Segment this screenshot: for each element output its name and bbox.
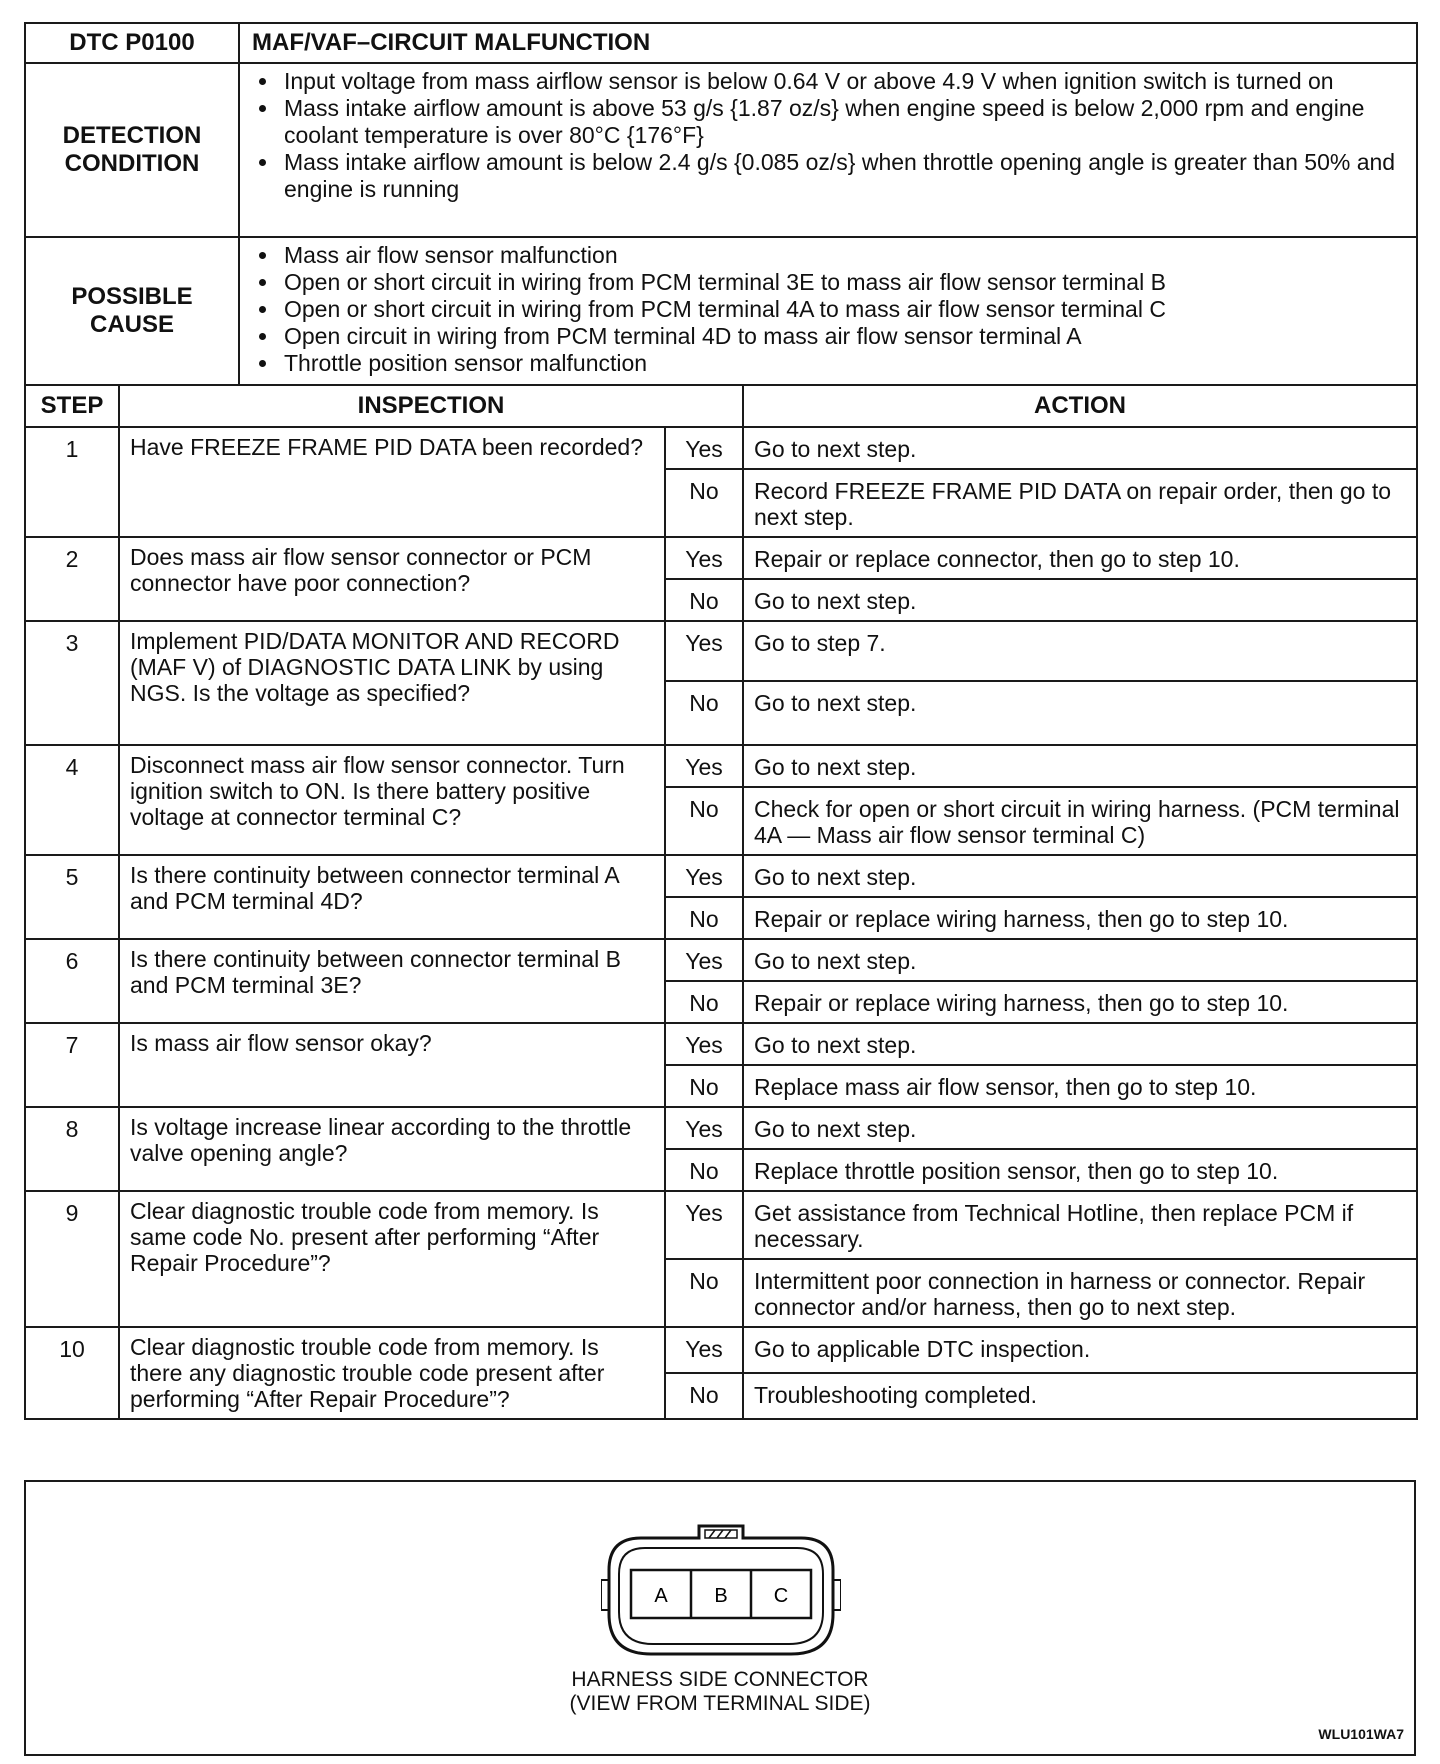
yes-label: Yes	[665, 745, 743, 787]
yes-label: Yes	[665, 1191, 743, 1259]
yes-label: Yes	[665, 1107, 743, 1149]
terminal-a-label: A	[654, 1585, 668, 1607]
no-label: No	[665, 1149, 743, 1191]
detection-condition-list	[240, 64, 1416, 209]
detection-condition-row	[25, 63, 1417, 237]
column-header-row	[25, 385, 1417, 427]
dtc-header-table	[24, 22, 1418, 386]
possible-cause-item: • Throttle position sensor malfunction	[280, 350, 1404, 377]
detection-item: • Mass intake airflow amount is below 2.4 g/s {0.085 oz/s} when throttle opening angle is greater than 50% and engine is running	[280, 149, 1404, 203]
yes-label: Yes	[665, 939, 743, 981]
yes-action: Go to next step.	[743, 427, 1417, 469]
step-inspection: Clear diagnostic trouble code from memory. Is same code No. present after performing “After Repair Procedure”?	[119, 1191, 665, 1327]
step-inspection: Disconnect mass air flow sensor connector. Turn ignition switch to ON. Is there battery positive voltage at connector terminal C?	[119, 745, 665, 855]
yes-action: Go to step 7.	[743, 621, 1417, 681]
yes-label: Yes	[665, 855, 743, 897]
no-action: Repair or replace wiring harness, then go to step 10.	[743, 897, 1417, 939]
detection-condition-label-text: DETECTION CONDITION	[62, 122, 202, 177]
no-action: Repair or replace wiring harness, then go to step 10.	[743, 981, 1417, 1023]
step-row-7	[25, 1023, 1417, 1065]
inspection-column-header: INSPECTION	[119, 385, 743, 427]
step-row-1	[25, 427, 1417, 469]
possible-cause-item: • Mass air flow sensor malfunction	[280, 242, 1404, 269]
no-label: No	[665, 1373, 743, 1419]
step-row-2	[25, 537, 1417, 579]
dtc-header-row	[25, 23, 1417, 63]
figure-code: WLU101WA7	[1318, 1726, 1404, 1742]
step-row-6	[25, 939, 1417, 981]
detection-condition-label	[25, 63, 239, 237]
terminal-c-label: C	[773, 1585, 789, 1607]
no-action: Troubleshooting completed.	[743, 1373, 1417, 1419]
no-action: Record FREEZE FRAME PID DATA on repair order, then go to next step.	[743, 469, 1417, 537]
dtc-title: MAF/VAF–CIRCUIT MALFUNCTION	[239, 23, 1417, 63]
yes-label: Yes	[665, 621, 743, 681]
connector-caption-line2: (VIEW FROM TERMINAL SIDE)	[569, 1692, 871, 1715]
terminal-b-label: B	[714, 1585, 728, 1607]
yes-action: Go to applicable DTC inspection.	[743, 1327, 1417, 1373]
step-row-9	[25, 1191, 1417, 1259]
step-inspection: Have FREEZE FRAME PID DATA been recorded?	[119, 427, 665, 537]
step-number: 1	[25, 427, 119, 537]
possible-cause-label	[25, 237, 239, 385]
harness-connector-diagram	[601, 1522, 841, 1662]
no-label: No	[665, 469, 743, 537]
step-number: 4	[25, 745, 119, 855]
step-inspection: Is voltage increase linear according to the throttle valve opening angle?	[119, 1107, 665, 1191]
possible-cause-list	[240, 238, 1416, 383]
no-action: Go to next step.	[743, 579, 1417, 621]
step-column-header: STEP	[25, 385, 119, 427]
step-inspection: Is there continuity between connector terminal A and PCM terminal 4D?	[119, 855, 665, 939]
possible-cause-list-cell	[239, 237, 1417, 385]
no-label: No	[665, 787, 743, 855]
possible-cause-item: • Open or short circuit in wiring from PCM terminal 3E to mass air flow sensor terminal B	[280, 269, 1404, 296]
step-inspection: Implement PID/DATA MONITOR AND RECORD (MAF V) of DIAGNOSTIC DATA LINK by using NGS. Is the voltage as specified?	[119, 621, 665, 745]
yes-action: Go to next step.	[743, 1107, 1417, 1149]
no-action: Replace mass air flow sensor, then go to step 10.	[743, 1065, 1417, 1107]
yes-action: Go to next step.	[743, 939, 1417, 981]
connector-diagram-box	[24, 1480, 1416, 1756]
no-label: No	[665, 681, 743, 745]
no-label: No	[665, 897, 743, 939]
step-inspection: Is there continuity between connector terminal B and PCM terminal 3E?	[119, 939, 665, 1023]
yes-label: Yes	[665, 427, 743, 469]
no-label: No	[665, 579, 743, 621]
no-label: No	[665, 1065, 743, 1107]
yes-action: Go to next step.	[743, 745, 1417, 787]
step-number: 7	[25, 1023, 119, 1107]
step-number: 5	[25, 855, 119, 939]
possible-cause-item: • Open or short circuit in wiring from PCM terminal 4A to mass air flow sensor terminal C	[280, 296, 1404, 323]
no-label: No	[665, 1259, 743, 1327]
step-number: 3	[25, 621, 119, 745]
step-row-8	[25, 1107, 1417, 1149]
step-row-4	[25, 745, 1417, 787]
yes-label: Yes	[665, 1327, 743, 1373]
yes-action: Get assistance from Technical Hotline, then replace PCM if necessary.	[743, 1191, 1417, 1259]
step-number: 2	[25, 537, 119, 621]
possible-cause-row	[25, 237, 1417, 385]
possible-cause-item: • Open circuit in wiring from PCM terminal 4D to mass air flow sensor terminal A	[280, 323, 1404, 350]
yes-label: Yes	[665, 1023, 743, 1065]
step-number: 9	[25, 1191, 119, 1327]
no-action: Check for open or short circuit in wiring harness. (PCM terminal 4A — Mass air flow sensor terminal C)	[743, 787, 1417, 855]
detection-condition-list-cell	[239, 63, 1417, 237]
no-label: No	[665, 981, 743, 1023]
connector-caption	[26, 1668, 1414, 1716]
dtc-code: DTC P0100	[25, 23, 239, 63]
yes-label: Yes	[665, 537, 743, 579]
no-action: Intermittent poor connection in harness or connector. Repair connector and/or harness, then go to next step.	[743, 1259, 1417, 1327]
yes-action: Go to next step.	[743, 1023, 1417, 1065]
step-row-10	[25, 1327, 1417, 1373]
no-action: Replace throttle position sensor, then go to step 10.	[743, 1149, 1417, 1191]
step-inspection: Does mass air flow sensor connector or PCM connector have poor connection?	[119, 537, 665, 621]
diagnostic-document	[24, 22, 1416, 1420]
step-row-3	[25, 621, 1417, 681]
no-action: Go to next step.	[743, 681, 1417, 745]
connector-caption-line1: HARNESS SIDE CONNECTOR	[571, 1668, 869, 1691]
step-row-5	[25, 855, 1417, 897]
detection-item: • Input voltage from mass airflow sensor is below 0.64 V or above 4.9 V when ignition switch is turned on	[280, 68, 1404, 95]
yes-action: Repair or replace connector, then go to step 10.	[743, 537, 1417, 579]
action-column-header: ACTION	[743, 385, 1417, 427]
inspection-steps-table	[24, 384, 1418, 1420]
step-number: 6	[25, 939, 119, 1023]
step-number: 8	[25, 1107, 119, 1191]
detection-item: • Mass intake airflow amount is above 53 g/s {1.87 oz/s} when engine speed is below 2,000 rpm and engine coolant temperature is over 80°C {176°F}	[280, 95, 1404, 149]
yes-action: Go to next step.	[743, 855, 1417, 897]
step-number: 10	[25, 1327, 119, 1419]
possible-cause-label-text: POSSIBLE CAUSE	[71, 283, 193, 338]
step-inspection: Is mass air flow sensor okay?	[119, 1023, 665, 1107]
step-inspection: Clear diagnostic trouble code from memory. Is there any diagnostic trouble code present after performing “After Repair Procedure”?	[119, 1327, 665, 1419]
